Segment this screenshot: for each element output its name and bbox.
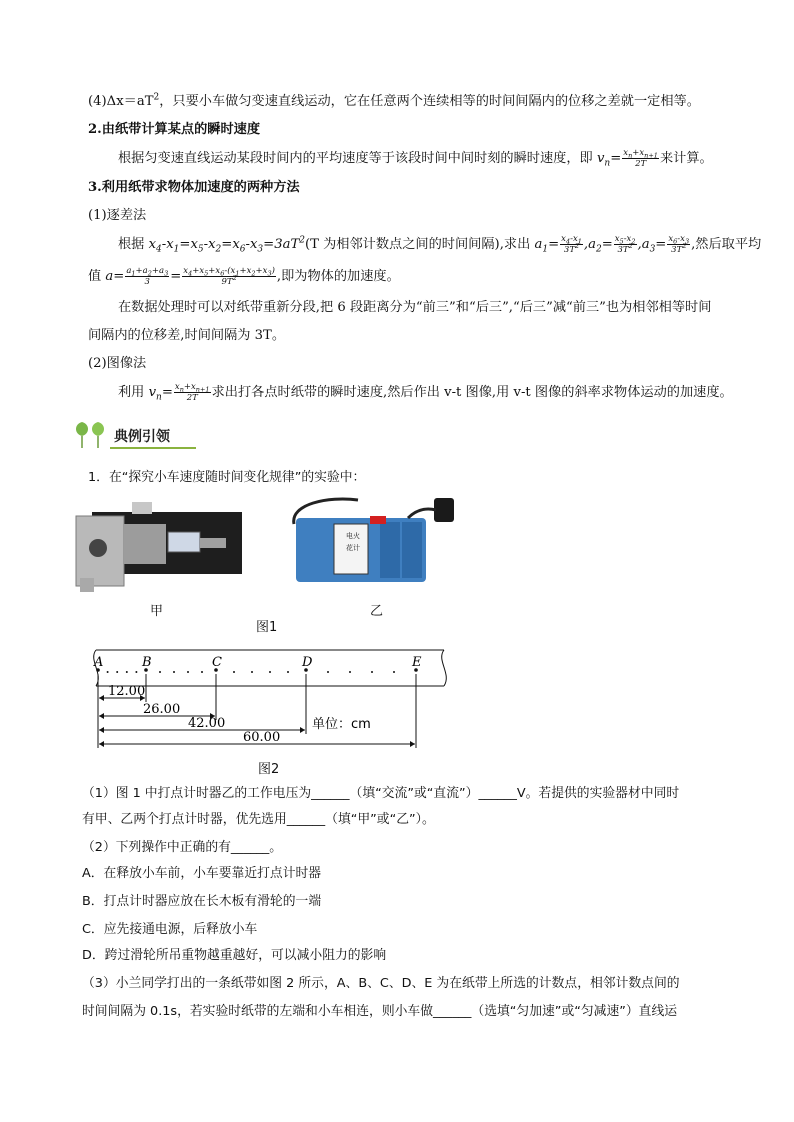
option-b: B．打点计时器应放在长木板有滑轮的一端: [82, 894, 322, 909]
dim-label: 12.00: [108, 684, 146, 699]
tape-point-labels: [93, 655, 422, 670]
timer-label-bottom: 花计: [346, 544, 360, 552]
tape-dot: [135, 671, 137, 673]
text: 根据: [118, 237, 149, 252]
text: 来计算。: [659, 151, 713, 166]
text: ，只要小车做匀变速直线运动，它在任意两个连续相等的时间间隔内的位移之差就一定相等。: [159, 94, 700, 109]
dim-arrow: [99, 713, 104, 719]
line-6: [88, 266, 794, 287]
text: 利用: [118, 385, 149, 400]
q3-line-1: （3）小兰同学打出的一条纸带如图 2 所示，A、B、C、D、E 为在纸带上所选的计数点，相邻计数点间的: [82, 976, 680, 991]
dim-arrow: [99, 741, 104, 747]
q3-line-2: 时间间隔为 0.1s，若实验时纸带的左端和小车相连，则小车做______（选填“匀加速”或“匀减速”）直线运: [82, 1004, 678, 1019]
heading-3: 3.利用纸带求物体加速度的两种方法: [88, 180, 300, 195]
text: ,然后取平均: [691, 237, 762, 252]
figure-2-caption: 图2: [258, 762, 280, 777]
figure-1-caption: 图1: [256, 620, 278, 635]
tape-dot: [349, 671, 351, 673]
section-underline: [110, 447, 196, 449]
option-c: C．应先接通电源，后释放小车: [82, 922, 258, 937]
method-1-title: (1)逐差法: [88, 208, 147, 223]
dim-label: 26.00: [143, 702, 181, 717]
timer-label-top: 电火: [346, 532, 360, 540]
tape-dot: [126, 671, 128, 673]
leaf-icon: [72, 420, 112, 450]
heading-2: 2.由纸带计算某点的瞬时速度: [88, 122, 261, 137]
tape-dot: [201, 671, 203, 673]
tape-diagram: [82, 644, 454, 756]
tape-dot: [107, 671, 109, 673]
tape-dot: [287, 671, 289, 673]
tape-dot: [269, 671, 271, 673]
timer-jia-image: [72, 498, 242, 596]
label-jia: 甲: [150, 604, 164, 619]
formula-diff: $x_4-x_1=x_5-x_2=x_6-x_3=3aT^2$: [148, 235, 305, 255]
text: 值: [88, 269, 106, 284]
q1-line-2: 有甲、乙两个打点计时器，优先选用______（填“甲”或“乙”）。: [82, 812, 435, 827]
formula-avg: a= $\frac{a_1+a_2+a_3}{3}$ = $\frac{x_4+x_5+x_6-(x_1+x_2+x_3)}{9T^2}$: [105, 266, 275, 287]
dim-arrow: [410, 741, 415, 747]
text: (T 为相邻计数点之间的时间间隔),求出: [304, 237, 535, 252]
line-5: [118, 234, 794, 255]
formula-vn: $v_n=$ $\frac{x_n+x_{n+1}}{2T}$: [596, 148, 658, 169]
point-label-E: E: [412, 655, 422, 670]
tape-dot: [116, 671, 118, 673]
formula-a123: $a_1=$ $\frac{x_4-x_1}{3T^2}$ $,a_2=$ $\frac{x_5-x_2}{3T^2}$ $,a_3=$ $\frac{x_6-x_3}{3T^2}$: [534, 234, 690, 255]
option-a: A．在释放小车前，小车要靠近打点计时器: [82, 866, 322, 881]
tape-dot: [393, 671, 395, 673]
text: 求出打各点时纸带的瞬时速度,然后作出 v-t 图像,用 v-t 图像的斜率求物体运动的加速度。: [211, 385, 733, 400]
question-stem: 1．在“探究小车速度随时间变化规律”的实验中：: [88, 470, 366, 485]
point-label-A: A: [94, 655, 104, 670]
timer-yi-image: [288, 494, 460, 588]
text: ,即为物体的加速度。: [276, 269, 400, 284]
dim-arrow: [300, 727, 305, 733]
line-10: [118, 382, 794, 403]
tape-dimensions: [98, 674, 416, 748]
tape-unit: 单位：cm: [312, 717, 371, 732]
line-7: 在数据处理时可以对纸带重新分段,把 6 段距离分为“前三”和“后三”,“后三”减“前三”也为相邻相等时间: [118, 300, 712, 315]
tape-dot: [233, 671, 235, 673]
line-3: [118, 148, 794, 169]
dim-label: 42.00: [188, 716, 226, 731]
sup: 2: [153, 92, 160, 103]
q1-line-1: （1）图 1 中打点计时器乙的工作电压为______（填“交流”或“直流”）______V。若提供的实验器材中同时: [82, 786, 680, 801]
line-8: 间隔内的位移差,时间间隔为 3T。: [88, 328, 286, 343]
dim-arrow: [99, 727, 104, 733]
dim-arrow: [99, 695, 104, 701]
tape-dot: [327, 671, 329, 673]
section-title: 典例引领: [114, 429, 170, 445]
tape-dot: [173, 671, 175, 673]
point-label-D: D: [302, 655, 313, 670]
formula-dx: (4)Δx＝aT: [88, 94, 154, 109]
point-label-C: C: [212, 655, 222, 670]
q2-stem: （2）下列操作中正确的有______。: [82, 840, 283, 855]
text: 根据匀变速直线运动某段时间内的平均速度等于该段时间中间时刻的瞬时速度，即: [118, 151, 597, 166]
point-label-B: B: [142, 655, 152, 670]
formula-vn-2: $v_n=$ $\frac{x_n+x_{n+1}}{2T}$: [148, 382, 210, 403]
tape-dot: [251, 671, 253, 673]
line-1: [88, 92, 794, 112]
section-header: [72, 420, 196, 450]
tape-dot: [187, 671, 189, 673]
label-yi: 乙: [370, 604, 384, 619]
method-2-title: (2)图像法: [88, 356, 147, 371]
dim-label: 60.00: [243, 730, 281, 745]
tape-dot: [159, 671, 161, 673]
option-d: D．跨过滑轮所吊重物越重越好，可以减小阻力的影响: [82, 948, 387, 963]
tape-dot: [371, 671, 373, 673]
